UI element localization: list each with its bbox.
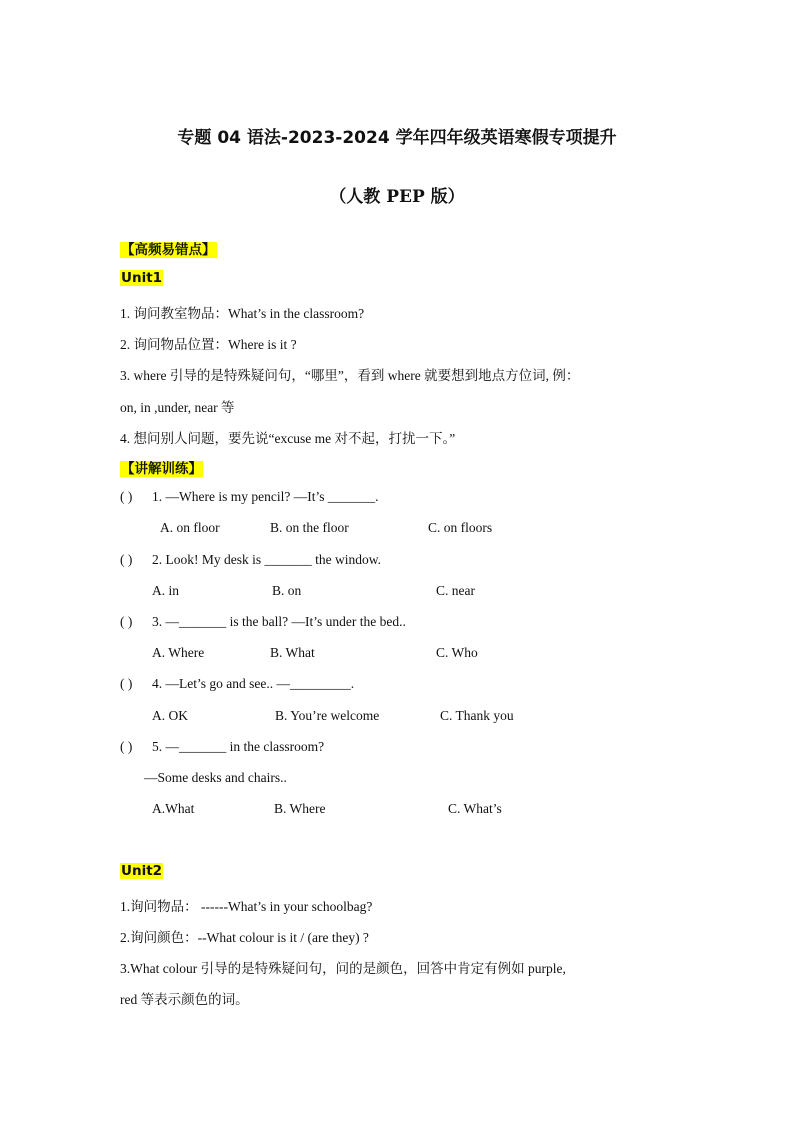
- option-b[interactable]: B. You’re welcome: [275, 708, 380, 723]
- section-heading-practice: [120, 457, 203, 477]
- unit1-heading: [120, 270, 163, 286]
- option-b[interactable]: B. What: [270, 645, 315, 660]
- unit1-point-3: 3. where 引导的是特殊疑问句，“哪里”，看到 where 就要想到地点方位词, 例：: [120, 368, 580, 383]
- question-stem: 1. —Where is my pencil? —It’s _______.: [152, 489, 379, 504]
- unit2-point-3: 3.What colour 引导的是特殊疑问句，问的是颜色，回答中肯定有例如 purple,: [120, 961, 566, 976]
- question-stem: 4. —Let’s go and see.. —_________.: [152, 676, 355, 691]
- option-a[interactable]: A. on floor: [160, 520, 220, 535]
- answer-paren[interactable]: ( ): [120, 489, 133, 504]
- unit1-point-3-cont: on, in ,under, near 等: [120, 400, 235, 415]
- question-stem: 5. —_______ in the classroom?: [152, 739, 325, 754]
- answer-paren[interactable]: ( ): [120, 739, 133, 754]
- option-a[interactable]: A.What: [152, 801, 195, 816]
- option-c[interactable]: C. Who: [436, 645, 478, 660]
- unit1-point-2: 2. 询问物品位置：Where is it ?: [120, 337, 297, 352]
- highlighted-heading: 【讲解训练】: [121, 461, 202, 477]
- question-2: [120, 552, 381, 568]
- section-heading-error-points: [120, 238, 217, 258]
- highlighted-heading: 【高频易错点】: [121, 242, 216, 258]
- option-b[interactable]: B. on the floor: [270, 520, 349, 535]
- unit1-point-1: 1. 询问教室物品：What’s in the classroom?: [120, 306, 365, 321]
- question-3: [120, 614, 406, 630]
- answer-paren[interactable]: ( ): [120, 676, 133, 691]
- option-a[interactable]: A. OK: [152, 708, 188, 723]
- answer-paren[interactable]: ( ): [120, 614, 133, 629]
- option-c[interactable]: C. on floors: [428, 520, 493, 535]
- question-1: [120, 489, 378, 505]
- unit2-label: Unit2: [121, 863, 163, 879]
- question-stem: 2. Look! My desk is _______ the window.: [152, 552, 381, 567]
- question-stem: 3. —_______ is the ball? —It’s under the bed..: [152, 614, 406, 629]
- unit2-point-2: 2.询问颜色：--What colour is it / (are they) ?: [120, 930, 369, 945]
- document-title: 专题 04 语法-2023-2024 学年四年级英语寒假专项提升: [177, 128, 617, 148]
- document-subtitle: （人教 PEP 版）: [329, 187, 465, 207]
- option-b[interactable]: B. Where: [274, 801, 326, 816]
- option-a[interactable]: A. in: [152, 583, 179, 598]
- option-b[interactable]: B. on: [272, 583, 302, 598]
- unit2-heading: [120, 863, 163, 879]
- unit1-label: Unit1: [121, 270, 163, 286]
- option-a[interactable]: A. Where: [152, 645, 205, 660]
- question-5-answer-line: —Some desks and chairs..: [144, 770, 287, 785]
- option-c[interactable]: C. What’s: [448, 801, 502, 816]
- option-c[interactable]: C. Thank you: [440, 708, 514, 723]
- question-4: [120, 676, 354, 692]
- unit1-point-4: 4. 想问别人问题，要先说“excuse me 对不起，打扰一下。”: [120, 431, 456, 446]
- answer-paren[interactable]: ( ): [120, 552, 133, 567]
- question-5: [120, 739, 324, 755]
- option-c[interactable]: C. near: [436, 583, 475, 598]
- unit2-point-1: 1.询问物品： ------What’s in your schoolbag?: [120, 899, 373, 914]
- unit2-point-3-cont: red 等表示颜色的词。: [120, 992, 249, 1007]
